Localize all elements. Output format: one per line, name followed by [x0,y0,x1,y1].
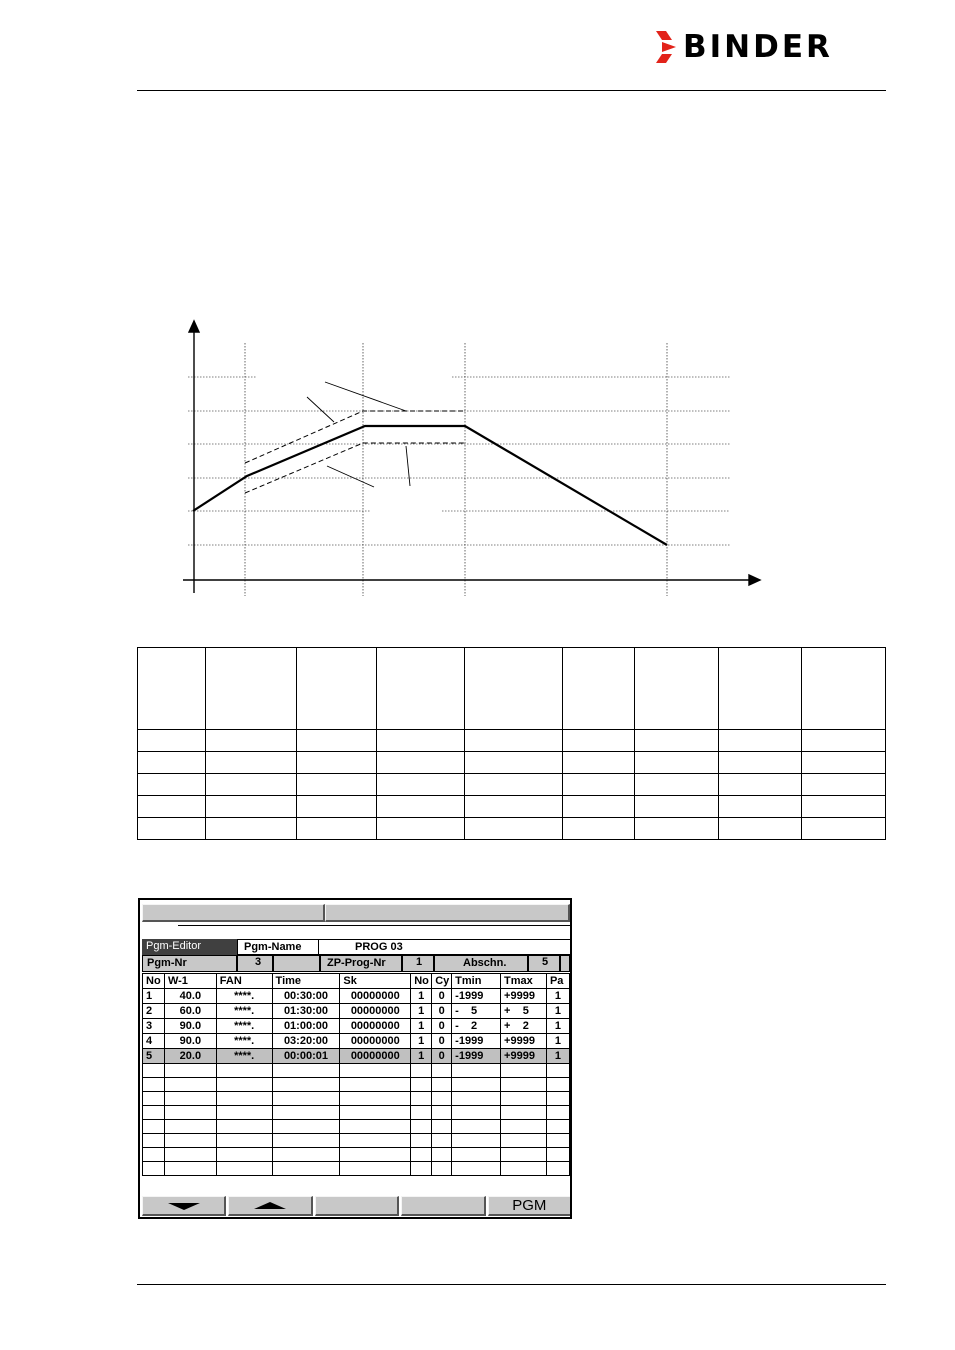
diagram-gridlines [188,343,730,596]
cell-sk[interactable]: 00000000 [340,989,411,1004]
cell-w1[interactable]: 90.0 [164,1034,216,1049]
cell-w1[interactable]: 20.0 [164,1049,216,1064]
cell-tmin[interactable]: - 5 [452,1004,501,1019]
col-header-tmax: Tmax [501,974,547,989]
table-row-empty[interactable] [143,1106,570,1120]
top-bar-left [142,904,325,922]
diagram-axes [183,321,760,593]
program-parameter-table [137,647,886,840]
cell-tmax[interactable]: +9999 [501,989,547,1004]
col-header-cy: Cy [432,974,452,989]
program-step-table [142,973,570,1176]
table-row-empty[interactable] [143,1120,570,1134]
top-bar-right [325,904,570,922]
table-row-empty[interactable] [143,1092,570,1106]
cell-no-2[interactable]: 1 [411,1049,432,1064]
cell-no-2[interactable]: 1 [411,989,432,1004]
cell-tmax[interactable]: +9999 [501,1034,547,1049]
col-header-fan: FAN [216,974,272,989]
cell-time[interactable]: 01:00:00 [272,1019,340,1034]
table-row[interactable] [143,1004,570,1019]
tolerance-band-lines [245,411,465,493]
program-editor-screen [138,898,572,1219]
abschn-spacer [560,955,570,972]
cell-fan[interactable]: ****. [216,1019,272,1034]
cell-cy[interactable]: 0 [432,1034,452,1049]
cell-time[interactable]: 03:20:00 [272,1034,340,1049]
col-header-sk: Sk [340,974,411,989]
zp-prog-nr-value[interactable]: 1 [402,955,434,972]
cell-tmin[interactable]: -1999 [452,1034,501,1049]
pgm-nr-value[interactable]: 3 [237,955,273,972]
pgm-name-label: Pgm-Name [237,939,319,955]
table-row-empty[interactable] [143,1162,570,1176]
triangle-up-icon [253,1201,287,1211]
cell-fan[interactable]: ****. [216,1034,272,1049]
cell-pa[interactable]: 1 [546,1049,569,1064]
cell-fan[interactable]: ****. [216,1004,272,1019]
pgm-name-value[interactable]: PROG 03 [319,939,570,955]
cell-w1[interactable]: 90.0 [164,1019,216,1034]
cell-no: 3 [143,1019,165,1034]
col-header-time: Time [272,974,340,989]
table-row-empty[interactable] [143,1064,570,1078]
softkey-3-button[interactable] [315,1196,399,1216]
cell-cy[interactable]: 0 [432,1049,452,1064]
col-header-no: No [143,974,165,989]
softkey-bar [142,1196,572,1216]
cell-tmin[interactable]: - 2 [452,1019,501,1034]
table-row-selected[interactable] [143,1049,570,1064]
scroll-up-button[interactable] [228,1196,312,1216]
cell-pa[interactable]: 1 [546,1019,569,1034]
footer-rule [137,1284,886,1285]
header-rule [137,90,886,91]
zp-prog-nr-label: ZP-Prog-Nr [320,955,402,972]
cell-pa[interactable]: 1 [546,989,569,1004]
binder-logo [655,30,833,64]
softkey-4-button[interactable] [401,1196,485,1216]
binder-logo-text: BINDER [683,29,833,65]
cell-tmax[interactable]: + 5 [501,1004,547,1019]
cell-no-2[interactable]: 1 [411,1034,432,1049]
table-row[interactable] [143,989,570,1004]
program-profile-diagram [170,310,770,600]
table-row-empty[interactable] [143,1148,570,1162]
cell-pa[interactable]: 1 [546,1004,569,1019]
table-row[interactable] [143,1019,570,1034]
scroll-down-button[interactable] [142,1196,226,1216]
pgm-nr-spacer [273,955,320,972]
cell-no-2[interactable]: 1 [411,1019,432,1034]
col-header-no-2: No [411,974,432,989]
cell-no: 2 [143,1004,165,1019]
cell-w1[interactable]: 40.0 [164,989,216,1004]
abschn-label: Abschn. [434,955,528,972]
cell-fan[interactable]: ****. [216,989,272,1004]
cell-time[interactable]: 00:00:01 [272,1049,340,1064]
annotation-leader-lines [307,382,410,487]
cell-cy[interactable]: 0 [432,989,452,1004]
cell-tmin[interactable]: -1999 [452,989,501,1004]
triangle-down-icon [167,1201,201,1211]
table-row-empty[interactable] [143,1078,570,1092]
pgm-editor-label: Pgm-Editor [142,939,237,955]
cell-tmin[interactable]: -1999 [452,1049,501,1064]
cell-no-2[interactable]: 1 [411,1004,432,1019]
table-row-empty[interactable] [143,1134,570,1148]
cell-tmax[interactable]: + 2 [501,1019,547,1034]
abschn-value[interactable]: 5 [528,955,560,972]
cell-cy[interactable]: 0 [432,1019,452,1034]
cell-sk[interactable]: 00000000 [340,1049,411,1064]
cell-tmax[interactable]: +9999 [501,1049,547,1064]
cell-pa[interactable]: 1 [546,1034,569,1049]
binder-logo-mark-icon [655,30,677,64]
cell-sk[interactable]: 00000000 [340,1019,411,1034]
cell-time[interactable]: 00:30:00 [272,989,340,1004]
pgm-button[interactable]: PGM [488,1196,572,1216]
cell-no: 4 [143,1034,165,1049]
cell-time[interactable]: 01:30:00 [272,1004,340,1019]
cell-no: 5 [143,1049,165,1064]
pgm-nr-label: Pgm-Nr [142,955,237,972]
cell-w1[interactable]: 60.0 [164,1004,216,1019]
header-rule-line [178,925,570,926]
top-bar [142,904,570,922]
cell-no: 1 [143,989,165,1004]
col-header-tmin: Tmin [452,974,501,989]
cell-cy[interactable]: 0 [432,1004,452,1019]
cell-fan[interactable]: ****. [216,1049,272,1064]
col-header-w1: W-1 [164,974,216,989]
table-row[interactable] [143,1034,570,1049]
cell-sk[interactable]: 00000000 [340,1034,411,1049]
cell-sk[interactable]: 00000000 [340,1004,411,1019]
col-header-pa: Pa [546,974,569,989]
